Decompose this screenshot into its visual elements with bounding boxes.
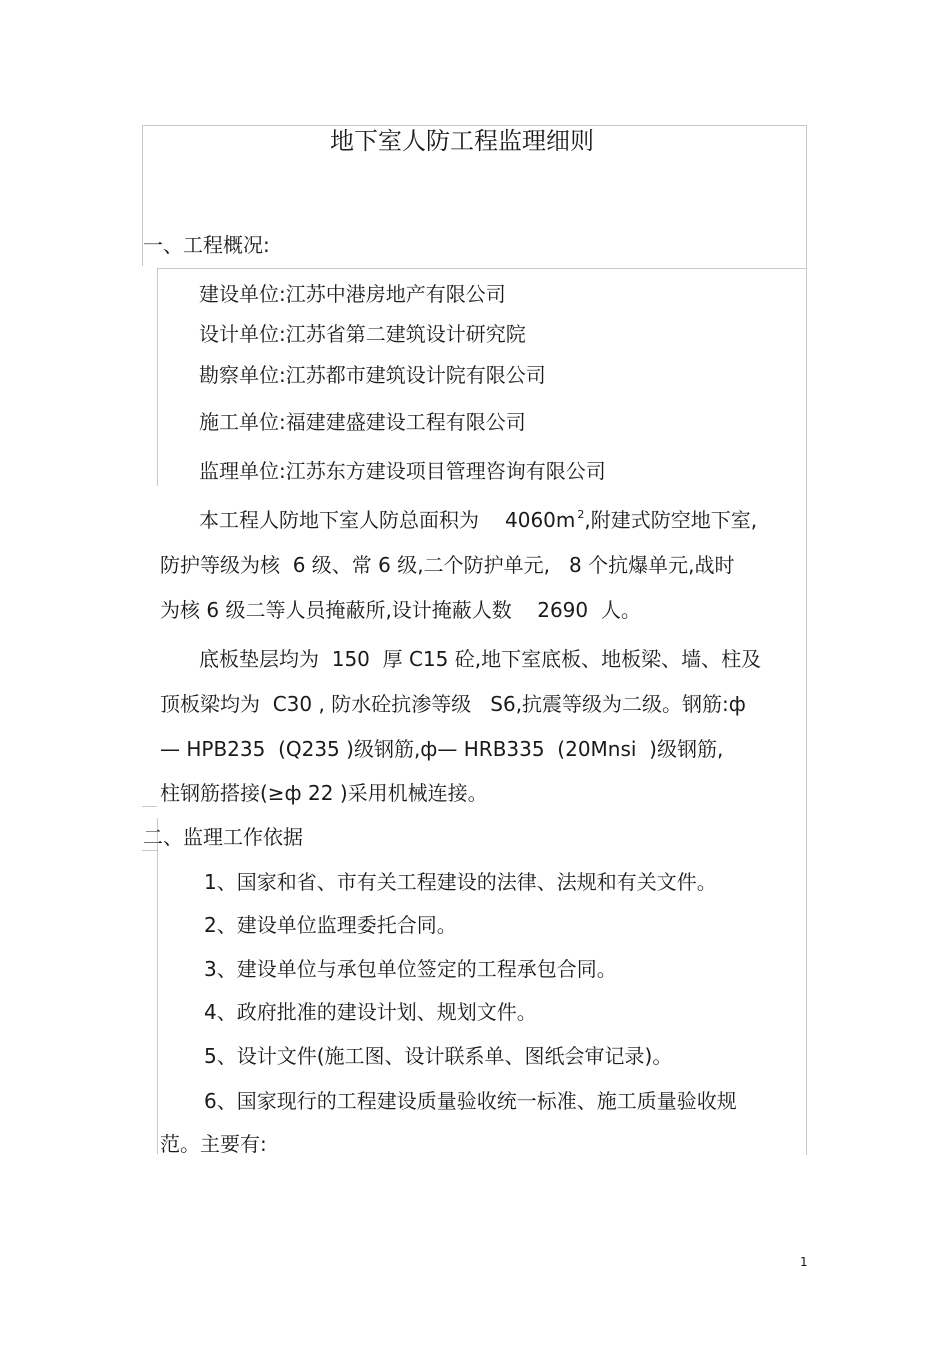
unit-label: 监理单位: xyxy=(199,459,286,483)
para1-line3: 为核 6 级二等人员掩蔽所,设计掩蔽人数 2690 人。 xyxy=(160,598,641,622)
section1-heading: 一、工程概况: xyxy=(143,233,270,257)
unit-value: 福建建盛建设工程有限公司 xyxy=(285,410,526,434)
unit-value: 江苏中港房地产有限公司 xyxy=(285,282,506,306)
frame-left-lower xyxy=(157,268,158,486)
frame-top xyxy=(142,125,807,126)
frame-divider xyxy=(157,268,807,269)
para1-text-a: 本工程人防地下室人防总面积为 xyxy=(199,508,479,532)
unit-row-construction xyxy=(199,284,506,304)
section2-heading: 二、监理工作依据 xyxy=(143,825,303,849)
list-item: 4、政府批准的建设计划、规划文件。 xyxy=(204,1000,537,1024)
unit-value: 江苏省第二建筑设计研究院 xyxy=(285,322,526,346)
unit-value: 江苏东方建设项目管理咨询有限公司 xyxy=(285,459,606,483)
unit-row-supervisor xyxy=(199,461,606,481)
unit-row-survey xyxy=(199,365,546,385)
unit-label: 施工单位: xyxy=(199,410,286,434)
para1-text-c: ,附建式防空地下室, xyxy=(584,508,758,532)
list-item: 2、建设单位监理委托合同。 xyxy=(204,913,457,937)
unit-row-contractor xyxy=(199,412,526,432)
list-item: 1、国家和省、市有关工程建设的法律、法规和有关文件。 xyxy=(204,870,717,894)
unit-label: 建设单位: xyxy=(199,282,286,306)
para1-line1 xyxy=(199,510,757,530)
frame-left-bottom xyxy=(157,818,158,1154)
unit-row-design xyxy=(199,324,526,344)
unit-label: 勘察单位: xyxy=(199,363,286,387)
para1-line2: 防护等级为核 6 级、常 6 级,二个防护单元, 8 个抗爆单元,战时 xyxy=(160,553,735,577)
page-number: 1 xyxy=(800,1255,808,1269)
para2-line4: 柱钢筋搭接(≥ф 22 )采用机械连接。 xyxy=(160,781,488,805)
frame-notch xyxy=(142,806,157,807)
list-item: 5、设计文件(施工图、设计联系单、图纸会审记录)。 xyxy=(204,1044,673,1068)
frame-right xyxy=(806,125,807,1155)
para2-line3: — HPB235 (Q235 )级钢筋,ф— HRB335 (20Mnsi )级钢筋, xyxy=(160,737,724,761)
area-superscript: 2 xyxy=(577,508,585,521)
list-item-continuation: 范。主要有: xyxy=(160,1132,267,1156)
area-value: 4060m xyxy=(505,508,576,532)
frame-notch-2 xyxy=(142,850,157,851)
page-title: 地下室人防工程监理细则 xyxy=(330,127,594,155)
para2-line1: 底板垫层均为 150 厚 C15 砼,地下室底板、地板梁、墙、柱及 xyxy=(199,647,762,671)
list-item: 3、建设单位与承包单位签定的工程承包合同。 xyxy=(204,957,617,981)
unit-value: 江苏都市建筑设计院有限公司 xyxy=(285,363,546,387)
list-item: 6、国家现行的工程建设质量验收统一标准、施工质量验收规 xyxy=(204,1089,737,1113)
para2-line2: 顶板梁均为 C30 , 防水砼抗渗等级 S6,抗震等级为二级。钢筋:ф xyxy=(160,692,746,716)
unit-label: 设计单位: xyxy=(199,322,286,346)
